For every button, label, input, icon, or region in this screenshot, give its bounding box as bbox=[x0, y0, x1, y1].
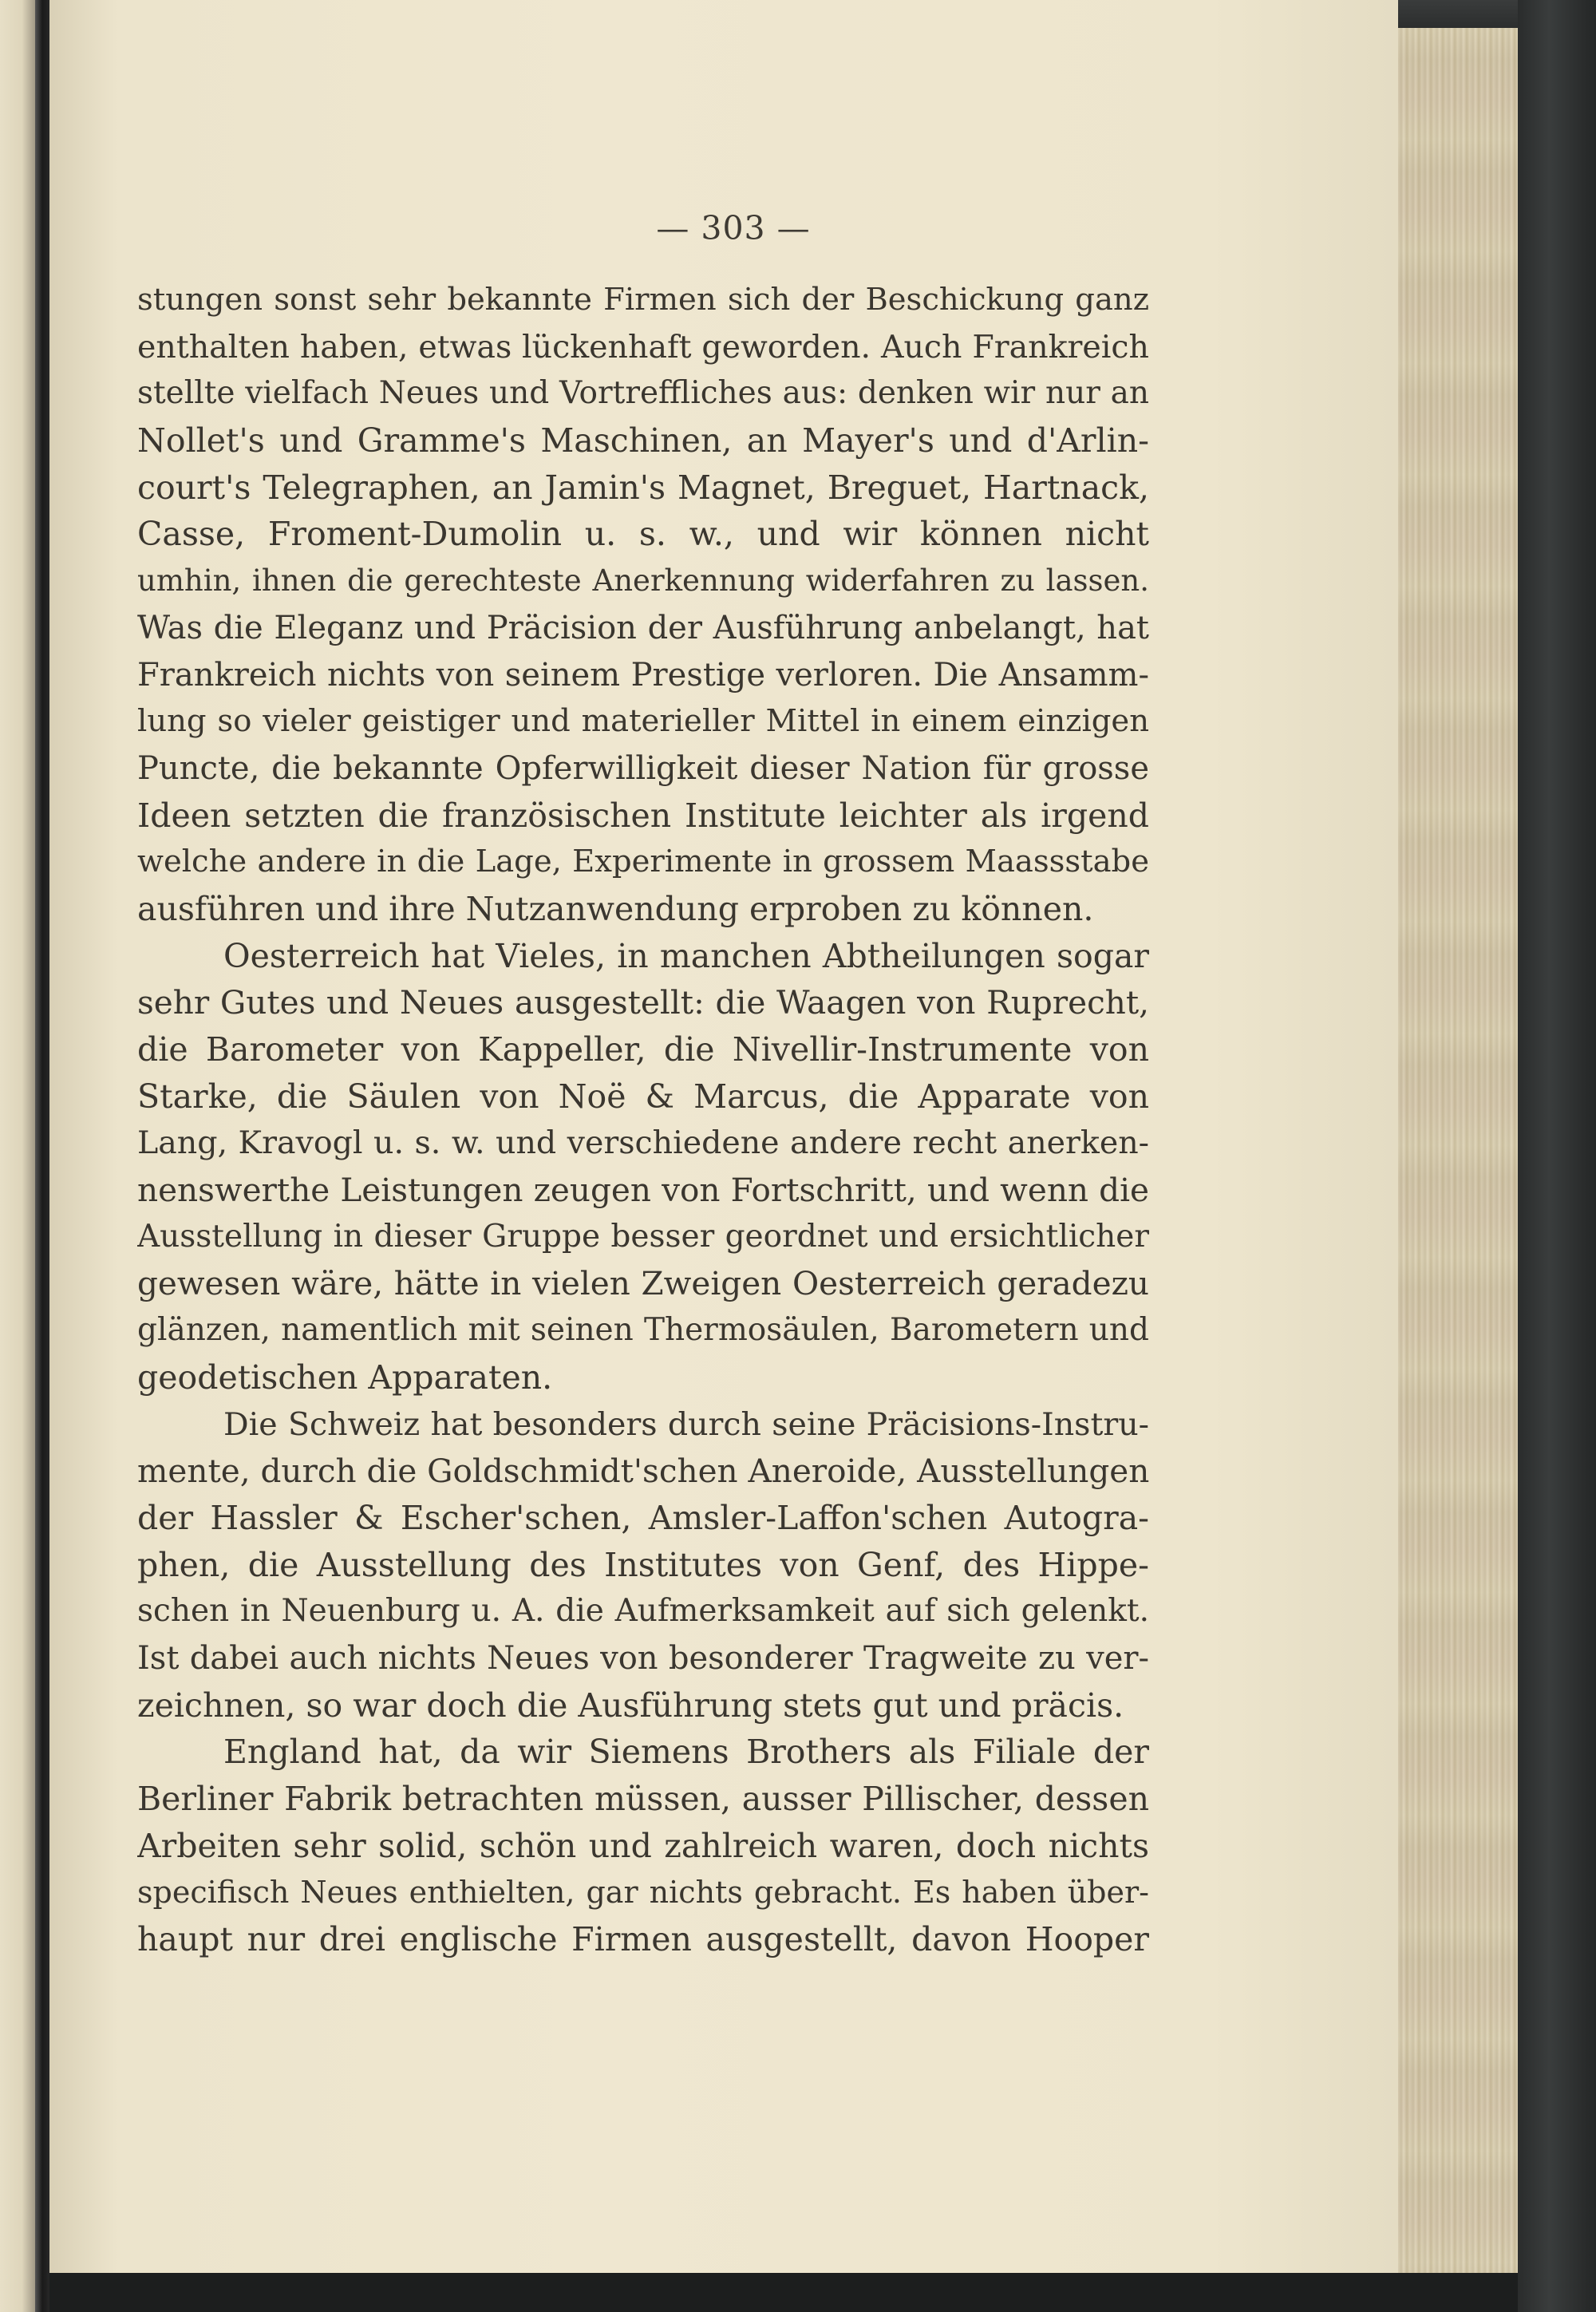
text-line: specifisch Neues enthielten, gar nichts gebracht. Es haben über- bbox=[137, 1875, 1149, 1911]
text-line: ausführen und ihre Nutzanwendung erproben zu können. bbox=[137, 889, 1094, 928]
text-line: schen in Neuenburg u. A. die Aufmerksamkeit auf sich gelenkt. bbox=[137, 1593, 1149, 1630]
text-line: Ausstellung in dieser Gruppe besser geordnet und ersichtlicher bbox=[137, 1218, 1149, 1255]
body-text bbox=[137, 277, 1149, 1963]
text-line: Starke, die Säulen von Noë & Marcus, die Apparate von bbox=[137, 1077, 1149, 1116]
page-stack-edges bbox=[1398, 28, 1518, 2275]
previous-page-edge bbox=[0, 0, 37, 2312]
text-line: Frankreich nichts von seinem Prestige verloren. Die Ansamm- bbox=[137, 656, 1149, 694]
text-line: Ideen setzten die französischen Institute leichter als irgend bbox=[137, 796, 1149, 835]
text-line: Casse, Froment-Dumolin u. s. w., und wir können nicht bbox=[137, 515, 1149, 554]
text-line: glänzen, namentlich mit seinen Thermosäulen, Barometern und bbox=[137, 1312, 1149, 1349]
text-line: stellte vielfach Neues und Vortreffliches aus: denken wir nur an bbox=[137, 375, 1149, 412]
text-line: geodetischen Apparaten. bbox=[137, 1358, 553, 1397]
text-line: mente, durch die Goldschmidt'schen Aneroide, Ausstellungen bbox=[137, 1452, 1149, 1491]
text-line: lung so vieler geistiger und materieller Mittel in einem einzigen bbox=[137, 703, 1149, 740]
text-line: welche andere in die Lage, Experimente in grossem Maassstabe bbox=[137, 844, 1149, 880]
book-gutter bbox=[35, 0, 51, 2312]
text-line: Berliner Fabrik betrachten müssen, ausser Pillischer, dessen bbox=[137, 1780, 1149, 1818]
text-line: zeichnen, so war doch die Ausführung stets gut und präcis. bbox=[137, 1686, 1124, 1725]
text-line: sehr Gutes und Neues ausgestellt: die Waagen von Ruprecht, bbox=[137, 983, 1149, 1022]
page-number: — 303 — bbox=[656, 209, 811, 247]
binding-board-top bbox=[1398, 0, 1526, 32]
text-line: England hat, da wir Siemens Brothers als Filiale der bbox=[223, 1733, 1149, 1772]
text-line: court's Telegraphen, an Jamin's Magnet, Breguet, Hartnack, bbox=[137, 468, 1149, 507]
text-line: Nollet's und Gramme's Maschinen, an Mayer's und d'Arlin- bbox=[137, 421, 1149, 460]
text-line: Was die Eleganz und Präcision der Ausführung anbelangt, hat bbox=[137, 609, 1149, 646]
binding-board bbox=[1518, 0, 1596, 2312]
text-line: Puncte, die bekannte Opferwilligkeit dieser Nation für grosse bbox=[137, 749, 1149, 787]
text-line: der Hassler & Escher'schen, Amsler-Laffon'schen Autogra- bbox=[137, 1498, 1149, 1537]
text-line: phen, die Ausstellung des Institutes von Genf, des Hippe- bbox=[137, 1545, 1149, 1584]
text-line: stungen sonst sehr bekannte Firmen sich der Beschickung ganz bbox=[137, 282, 1149, 318]
text-line: enthalten haben, etwas lückenhaft geworden. Auch Frankreich bbox=[137, 328, 1149, 366]
text-line: Ist dabei auch nichts Neues von besonderer Tragweite zu ver- bbox=[137, 1639, 1149, 1677]
text-line: haupt nur drei englische Firmen ausgestellt, davon Hooper bbox=[137, 1920, 1149, 1959]
text-line: Arbeiten sehr solid, schön und zahlreich waren, doch nichts bbox=[137, 1826, 1149, 1865]
binding-shadow bbox=[49, 2273, 1518, 2312]
text-line: umhin, ihnen die gerechteste Anerkennung widerfahren zu lassen. bbox=[137, 563, 1149, 599]
text-line: die Barometer von Kappeller, die Nivellir-Instrumente von bbox=[137, 1030, 1149, 1069]
text-line: Lang, Kravogl u. s. w. und verschiedene andere recht anerken- bbox=[137, 1124, 1149, 1162]
text-line: nenswerthe Leistungen zeugen von Fortschritt, und wenn die bbox=[137, 1171, 1149, 1210]
text-line: gewesen wäre, hätte in vielen Zweigen Oesterreich geradezu bbox=[137, 1264, 1149, 1303]
text-line: Oesterreich hat Vieles, in manchen Abtheilungen sogar bbox=[223, 936, 1149, 975]
text-line: Die Schweiz hat besonders durch seine Präcisions-Instru- bbox=[223, 1405, 1149, 1443]
